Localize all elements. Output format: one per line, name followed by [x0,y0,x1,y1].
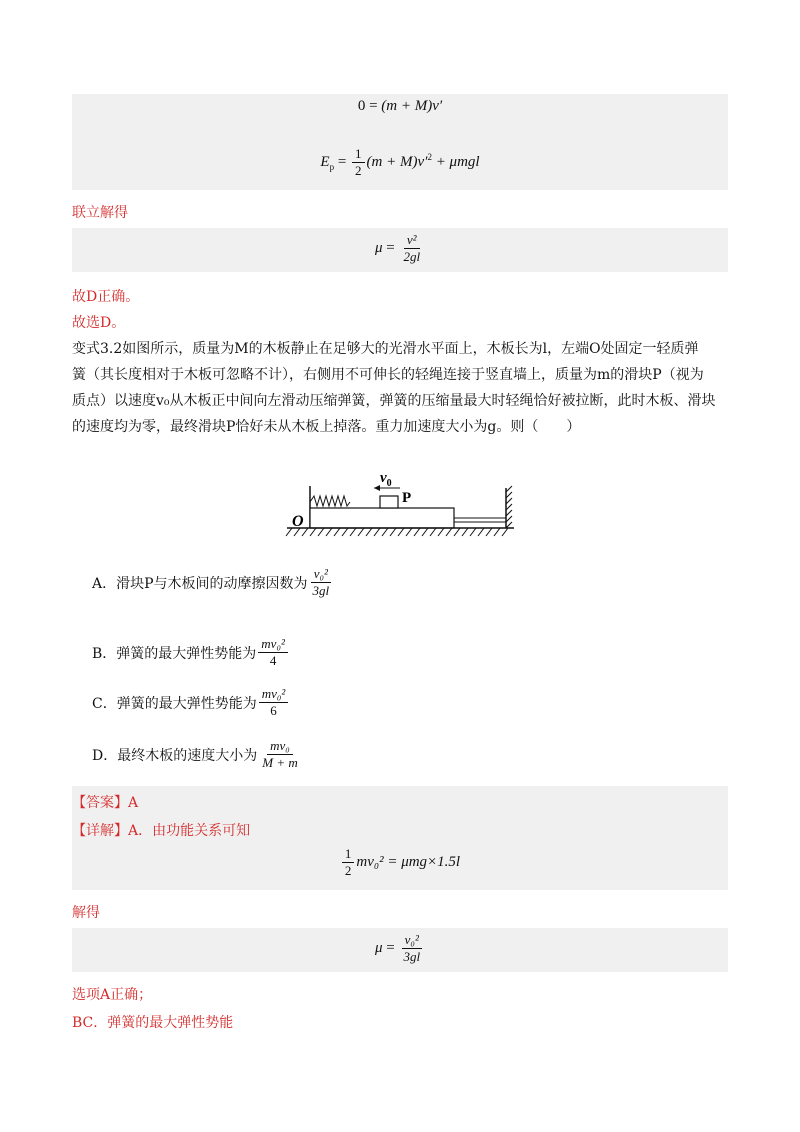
problem-statement [72,336,728,440]
ground-hatch [286,528,508,536]
option-b[interactable]: B．弹簧的最大弹性势能为 $\frac{\text{mv₀²}}{4}$ [92,636,290,669]
text-a-correct: 选项A正确； [72,987,153,1003]
spring [310,496,350,506]
option-d[interactable]: D．最终木板的速度大小为 $\frac{\text{mv₀}}{M + m}$ [92,738,298,770]
equation-mu: μ = $\frac{\text{v²}}{2gl}$ [374,232,421,264]
equation-energy: $E_p$ = $\frac{1}{2}$ $(m + M)v'^2 + \mu mgl$ [320,146,480,178]
slider-block-p [380,496,398,508]
equation-block-mu-result [72,928,728,972]
right-wall-hatch [506,486,512,528]
answer-label: 【答案】A [72,795,139,811]
problem-line-2: 簧（其长度相对于木板可忽略不计），右侧用不可伸长的轻绳连接于竖直墙上，质量为m的滑块P（视为 [72,367,704,383]
equation-mu-result: μ = $\frac{\text{v₀²}}{3gl}$ [374,932,421,964]
text-choose-d: 故选D。 [72,315,126,331]
text-d-correct: 故D正确。 [72,289,140,305]
label-p: P [402,490,412,506]
equation-block-top [72,94,728,190]
text-lianli: 联立解得 [72,205,128,221]
equation-momentum: 0 = (m + M)v′ [357,98,443,114]
answer-block [72,786,728,890]
spring-board-figure [282,466,522,546]
equation-work-energy: $\frac{1}{2}$ mv₀² = μmg×1.5l [72,846,728,879]
problem-line-1: 变式3.2如图所示，质量为M的木板静止在足够大的光滑水平面上，木板长为l，左端O处固定一轻质弹 [72,341,699,357]
detail-label: 【详解】A．由功能关系可知 [72,823,251,839]
wooden-board [310,508,454,528]
text-jiede: 解得 [72,905,100,921]
label-v0: $v_0$ [380,470,392,489]
text-bc: BC．弹簧的最大弹性势能 [72,1015,234,1031]
label-o: O [292,513,304,530]
problem-line-4: 的速度均为零，最终滑块P恰好未从木板上掉落。重力加速度大小为g。则（ ） [72,419,581,435]
option-c[interactable]: C．弹簧的最大弹性势能为 $\frac{\text{mv₀²}}{6}$ [92,686,290,719]
problem-line-3: 质点）以速度v₀从木板正中间向左滑动压缩弹簧，弹簧的压缩量最大时轻绳恰好被拉断，此时木板、滑块 [72,393,716,409]
option-a[interactable]: A．滑块P与木板间的动摩擦因数为 $\frac{\text{v₀²}}{3gl}$ [92,566,330,598]
equation-block-mu [72,228,728,272]
